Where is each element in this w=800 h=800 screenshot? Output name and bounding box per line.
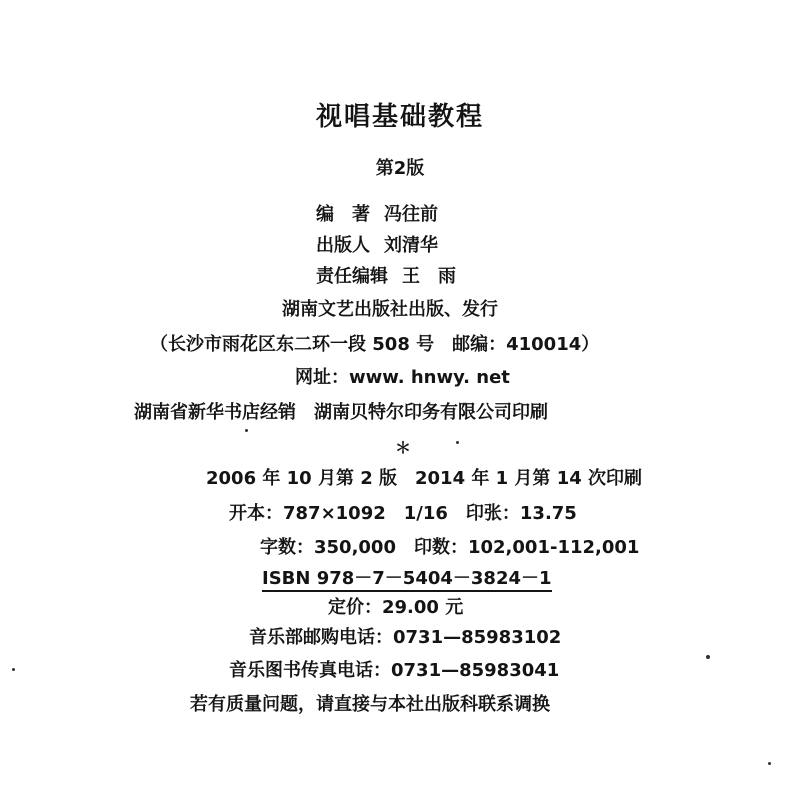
fax-phone: 音乐图书传真电话：0731—85983041 [229, 660, 560, 681]
author-label: 编 著 [316, 204, 370, 225]
isbn: ISBN 978－7－5404－3824－1 [262, 570, 552, 592]
distribution: 湖南省新华书店经销 湖南贝特尔印务有限公司印刷 [134, 402, 548, 423]
price: 定价：29.00 元 [328, 597, 464, 618]
scan-speck [768, 762, 771, 765]
word-count: 字数：350,000 印数：102,001-112,001 [260, 537, 640, 558]
print-info: 2006 年 10 月第 2 版 2014 年 1 月第 14 次印刷 [206, 468, 643, 489]
edition: 第2版 [375, 158, 425, 179]
separator-star: ＊ [395, 438, 412, 457]
website: 网址：www. hnwy. net [295, 367, 510, 388]
format-info: 开本：787×1092 1/16 印张：13.75 [229, 503, 577, 524]
publisher-person-name: 刘清华 [384, 235, 438, 256]
scan-speck [706, 655, 710, 659]
publisher-person-line [316, 237, 438, 255]
editor-label: 责任编辑 [316, 266, 388, 287]
scan-speck [456, 441, 459, 444]
author-line [316, 206, 438, 224]
book-title: 视唱基础教程 [315, 102, 484, 132]
editor-name: 王 雨 [402, 266, 456, 287]
scan-speck [12, 668, 15, 671]
publisher: 湖南文艺出版社出版、发行 [282, 299, 498, 320]
address: （长沙市雨花区东二环一段 508 号 邮编：410014） [150, 334, 600, 355]
scan-speck [245, 429, 248, 432]
quality-notice: 若有质量问题，请直接与本社出版科联系调换 [190, 694, 550, 715]
editor-line [316, 268, 456, 286]
publisher-person-label: 出版人 [316, 235, 370, 256]
author-name: 冯往前 [384, 204, 438, 225]
mail-order-phone: 音乐部邮购电话：0731—85983102 [249, 627, 562, 648]
